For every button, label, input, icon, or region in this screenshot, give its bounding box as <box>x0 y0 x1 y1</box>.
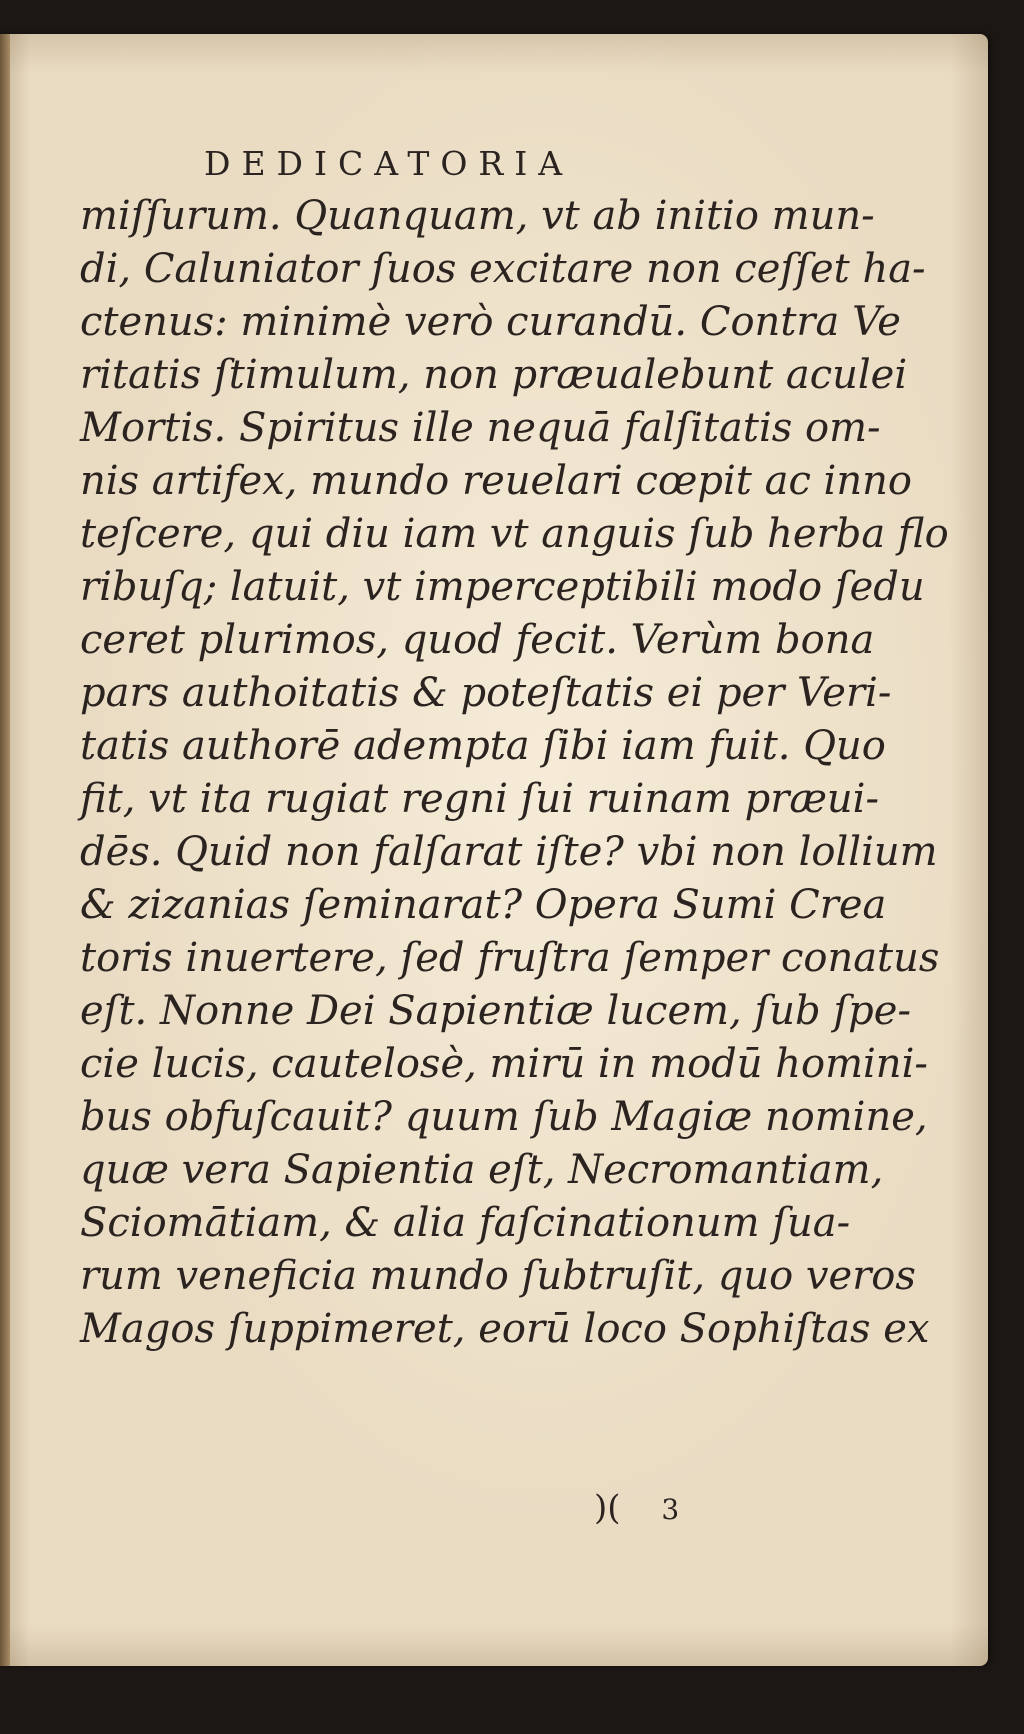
text-line: ctenus: minimè verò curandū. Contra Ve <box>80 299 901 345</box>
text-line: nis artifex, mundo reuelari cœpit ac inno <box>80 458 912 504</box>
text-line: pars authoitatis & poteſtatis ei per Veri- <box>80 670 892 716</box>
body-text <box>80 190 949 1356</box>
text-line: bus obfuſcauit? quum ſub Magiæ nomine, <box>80 1094 928 1140</box>
signature-mark: )( <box>594 1488 621 1528</box>
page-footer <box>594 1488 679 1528</box>
text-line: Magos ſuppimeret, eorū loco Sophiſtas ex <box>80 1306 930 1352</box>
text-line: fit, vt ita rugiat regni ſui ruinam præui- <box>80 776 879 822</box>
page-gutter <box>0 34 10 1666</box>
running-title: DEDICATORIA <box>204 144 574 183</box>
text-line: dēs. Quid non falſarat iſte? vbi non lollium <box>80 829 938 875</box>
page-number: 3 <box>661 1493 680 1526</box>
text-line: ceret plurimos, quod fecit. Verùm bona <box>80 617 875 663</box>
text-line: cie lucis, cautelosè, mirū in modū homini- <box>80 1041 928 1087</box>
text-line: tatis authorē adempta ſibi iam fuit. Quo <box>80 723 886 769</box>
text-line: toris inuertere, ſed fruſtra ſemper conatus <box>80 935 940 981</box>
text-line: & zizanias ſeminarat? Opera Sumi Crea <box>80 882 887 928</box>
text-line: rum veneficia mundo ſubtruſit, quo veros <box>80 1253 916 1299</box>
text-line: Mortis. Spiritus ille nequā falſitatis om- <box>80 405 881 451</box>
text-line: di, Caluniator ſuos excitare non ceſſet ha- <box>80 246 926 292</box>
text-line: teſcere, qui diu iam vt anguis ſub herba flo <box>80 511 949 557</box>
text-line: miſſurum. Quanquam, vt ab initio mun- <box>80 193 875 239</box>
text-line: ribuſq; latuit, vt imperceptibili modo ſedu <box>80 564 925 610</box>
text-line: quæ vera Sapientia eſt, Necromantiam, <box>80 1147 884 1193</box>
text-line: ritatis ſtimulum, non præualebunt aculei <box>80 352 908 398</box>
text-line: Sciomātiam, & alia faſcinationum ſua- <box>80 1200 851 1246</box>
text-line: eſt. Nonne Dei Sapientiæ lucem, ſub ſpe- <box>80 988 911 1034</box>
